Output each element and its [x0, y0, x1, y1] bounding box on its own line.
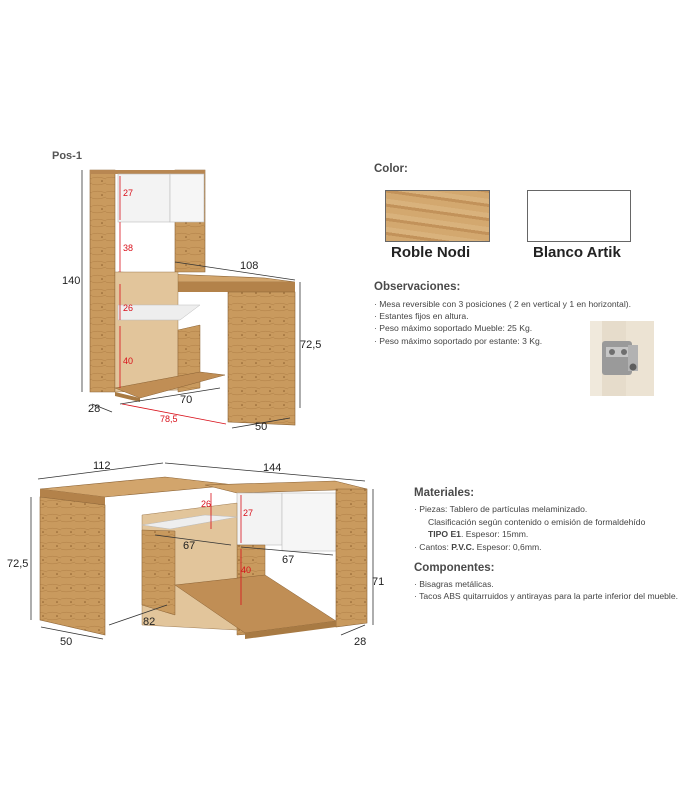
- dim-diagonal: 78,5: [160, 414, 178, 424]
- materiales-cantos-prefix: Cantos:: [419, 541, 452, 552]
- materiales-espesor: . Espesor: 15mm.: [460, 529, 529, 539]
- list-item: · Peso máximo soportado por estante: 3 Kg.: [374, 335, 674, 347]
- materiales-piezas: Piezas: Tablero de partículas melaminizado.: [419, 504, 588, 514]
- dim-desk-height: 72,5: [300, 339, 322, 351]
- swatch-label-roble: Roble Nodi: [391, 244, 471, 261]
- position-label: Pos-1: [52, 150, 82, 162]
- dim-height: 140: [62, 275, 81, 287]
- dim-red-3: 26: [123, 303, 134, 313]
- dim-right-width: 144: [263, 462, 282, 474]
- hinge-photo: [590, 321, 654, 396]
- dim-floor: 82: [143, 616, 156, 628]
- observaciones-title: Observaciones:: [374, 281, 461, 293]
- dim-left-depth: 50: [60, 636, 73, 648]
- color-title: Color:: [374, 163, 408, 175]
- swatch-label-blanco: Blanco Artik: [533, 244, 621, 261]
- dim-right-height: 71: [372, 576, 385, 588]
- materiales-cantos-pvc: P.V.C.: [451, 541, 475, 552]
- dim-right-depth: 28: [354, 636, 367, 648]
- list-item: · Estantes fijos en altura.: [374, 310, 674, 322]
- list-item: · Tacos ABS quitarruidos y antirayas para la parte inferior del mueble.: [414, 590, 699, 602]
- list-item: · Bisagras metálicas.: [414, 578, 699, 590]
- dim-inner-1: 67: [183, 540, 196, 552]
- list-item: · Mesa reversible con 3 posiciones ( 2 en vertical y 1 en horizontal).: [374, 298, 674, 310]
- list-item: · Peso máximo soportado Mueble: 25 Kg.: [374, 322, 674, 334]
- componentes-title: Componentes:: [414, 562, 495, 574]
- dim-red-1: 26: [201, 499, 212, 509]
- dim-red-4: 40: [123, 356, 134, 366]
- componentes-list: [414, 578, 699, 602]
- dim-left-height: 72,5: [7, 558, 29, 570]
- dim-desk-depth: 50: [255, 421, 268, 433]
- materiales-cantos-espesor: Espesor: 0,6mm.: [474, 541, 542, 552]
- materiales-tipo: TIPO E1: [428, 529, 461, 539]
- dim-red-3: 40: [241, 565, 252, 575]
- dim-inner-2: 67: [282, 554, 295, 566]
- swatch-blanco-artik: [527, 190, 631, 242]
- dim-side-depth: 28: [88, 403, 101, 415]
- dim-red-2: 38: [123, 243, 134, 253]
- dim-desk-width: 108: [240, 260, 259, 272]
- materiales-title: Materiales:: [414, 487, 475, 499]
- dim-bottom-width: 70: [180, 394, 193, 406]
- bottom-furniture-drawing: [5, 455, 390, 655]
- top-furniture-drawing: [50, 160, 340, 440]
- materiales-clasificacion: Clasificación según contenido o emisión de formaldehído: [428, 516, 646, 527]
- dim-red-1: 27: [123, 188, 134, 198]
- dim-red-2: 27: [243, 508, 254, 518]
- dim-left-width: 112: [93, 460, 111, 472]
- materiales-body: · Piezas: Tablero de partículas melaminizado. Clasificación según contenido o emisión de formaldehído TIPO E1. Espesor: 15mm. · Cantos: P.V.C. Espesor: 0,6mm.: [414, 503, 699, 553]
- swatch-roble-nodi: [385, 190, 490, 242]
